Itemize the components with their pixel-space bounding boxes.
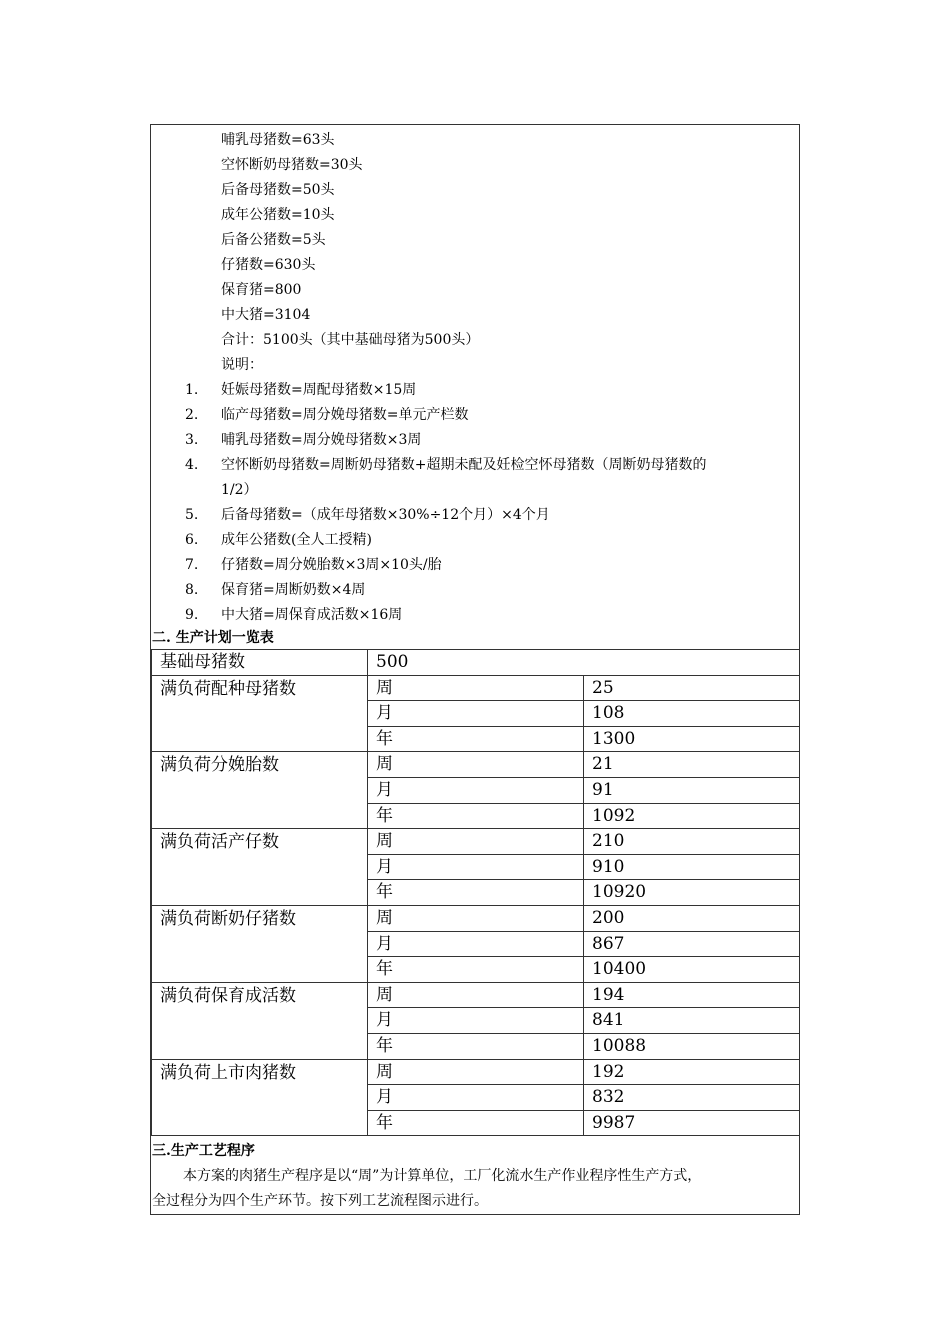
table-row xyxy=(152,829,800,855)
section-heading: 三.生产工艺程序 xyxy=(152,1143,255,1159)
count-line: 哺乳母猪数=63头 xyxy=(221,132,335,148)
group-label: 满负荷活产仔数 xyxy=(152,829,368,906)
period-cell: 年 xyxy=(368,726,584,752)
note-number: 7. xyxy=(185,557,199,573)
value-cell: 9987 xyxy=(584,1110,800,1136)
value-cell: 210 xyxy=(584,829,800,855)
group-label: 满负荷上市肉猪数 xyxy=(152,1059,368,1136)
base-sow-label: 基础母猪数 xyxy=(152,650,368,676)
note-number: 4. xyxy=(185,457,199,473)
note-text: 成年公猪数(全人工授精) xyxy=(221,532,372,548)
value-cell: 841 xyxy=(584,1008,800,1034)
note-text: 哺乳母猪数=周分娩母猪数×3周 xyxy=(221,432,422,448)
table-row xyxy=(152,675,800,701)
group-label: 满负荷分娩胎数 xyxy=(152,752,368,829)
period-cell: 月 xyxy=(368,1085,584,1111)
note-number: 3. xyxy=(185,432,199,448)
count-line: 后备母猪数=50头 xyxy=(221,182,335,198)
value-cell: 108 xyxy=(584,701,800,727)
note-text-continuation: 1/2） xyxy=(221,482,258,498)
note-number: 5. xyxy=(185,507,199,523)
value-cell: 1092 xyxy=(584,803,800,829)
note-number: 6. xyxy=(185,532,199,548)
period-cell: 年 xyxy=(368,1033,584,1059)
period-cell: 月 xyxy=(368,931,584,957)
value-cell: 10088 xyxy=(584,1033,800,1059)
value-cell: 25 xyxy=(584,675,800,701)
value-cell: 910 xyxy=(584,854,800,880)
count-line: 成年公猪数=10头 xyxy=(221,207,335,223)
note-text: 妊娠母猪数=周配母猪数×15周 xyxy=(221,382,417,398)
note-text: 保育猪=周断奶数×4周 xyxy=(221,582,366,598)
period-cell: 年 xyxy=(368,957,584,983)
value-cell: 200 xyxy=(584,905,800,931)
count-line: 保育猪=800 xyxy=(221,282,302,298)
period-cell: 月 xyxy=(368,777,584,803)
value-cell: 91 xyxy=(584,777,800,803)
section-heading: 二. 生产计划一览表 xyxy=(152,630,274,646)
value-cell: 194 xyxy=(584,982,800,1008)
note-text: 中大猪=周保育成活数×16周 xyxy=(221,607,403,623)
count-line: 中大猪=3104 xyxy=(221,307,311,323)
value-cell: 1300 xyxy=(584,726,800,752)
note-text: 临产母猪数=周分娩母猪数=单元产栏数 xyxy=(221,407,469,423)
period-cell: 年 xyxy=(368,1110,584,1136)
count-line: 空怀断奶母猪数=30头 xyxy=(221,157,363,173)
value-cell: 10400 xyxy=(584,957,800,983)
table-row xyxy=(152,752,800,778)
count-line: 后备公猪数=5头 xyxy=(221,232,326,248)
table-row xyxy=(152,1059,800,1085)
group-label: 满负荷断奶仔猪数 xyxy=(152,905,368,982)
note-text: 空怀断奶母猪数=周断奶母猪数+超期未配及妊检空怀母猪数（周断奶母猪数的 xyxy=(221,457,707,473)
value-cell: 867 xyxy=(584,931,800,957)
total-line: 合计：5100头（其中基础母猪为500头） xyxy=(221,332,480,348)
group-label: 满负荷配种母猪数 xyxy=(152,675,368,752)
base-sow-value: 500 xyxy=(368,650,800,676)
period-cell: 月 xyxy=(368,701,584,727)
group-label: 满负荷保育成活数 xyxy=(152,982,368,1059)
period-cell: 月 xyxy=(368,1008,584,1034)
period-cell: 周 xyxy=(368,1059,584,1085)
period-cell: 年 xyxy=(368,880,584,906)
period-cell: 周 xyxy=(368,675,584,701)
value-cell: 21 xyxy=(584,752,800,778)
value-cell: 10920 xyxy=(584,880,800,906)
notes-heading: 说明： xyxy=(221,357,263,373)
note-number: 8. xyxy=(185,582,199,598)
paragraph-line: 全过程分为四个生产环节。按下列工艺流程图示进行。 xyxy=(152,1193,488,1209)
note-number: 9. xyxy=(185,607,199,623)
period-cell: 周 xyxy=(368,829,584,855)
value-cell: 192 xyxy=(584,1059,800,1085)
note-number: 2. xyxy=(185,407,199,423)
table-row xyxy=(152,650,800,676)
production-plan-table xyxy=(151,649,800,1136)
note-text: 仔猪数=周分娩胎数×3周×10头/胎 xyxy=(221,557,442,573)
period-cell: 月 xyxy=(368,854,584,880)
note-number: 1. xyxy=(185,382,199,398)
value-cell: 832 xyxy=(584,1085,800,1111)
period-cell: 周 xyxy=(368,905,584,931)
table-row xyxy=(152,982,800,1008)
period-cell: 年 xyxy=(368,803,584,829)
period-cell: 周 xyxy=(368,982,584,1008)
table-row xyxy=(152,905,800,931)
note-text: 后备母猪数=（成年母猪数×30%÷12个月）×4个月 xyxy=(221,507,550,523)
period-cell: 周 xyxy=(368,752,584,778)
count-line: 仔猪数=630头 xyxy=(221,257,316,273)
paragraph-line: 本方案的肉猪生产程序是以“周”为计算单位，工厂化流水生产作业程序性生产方式， xyxy=(183,1168,702,1184)
